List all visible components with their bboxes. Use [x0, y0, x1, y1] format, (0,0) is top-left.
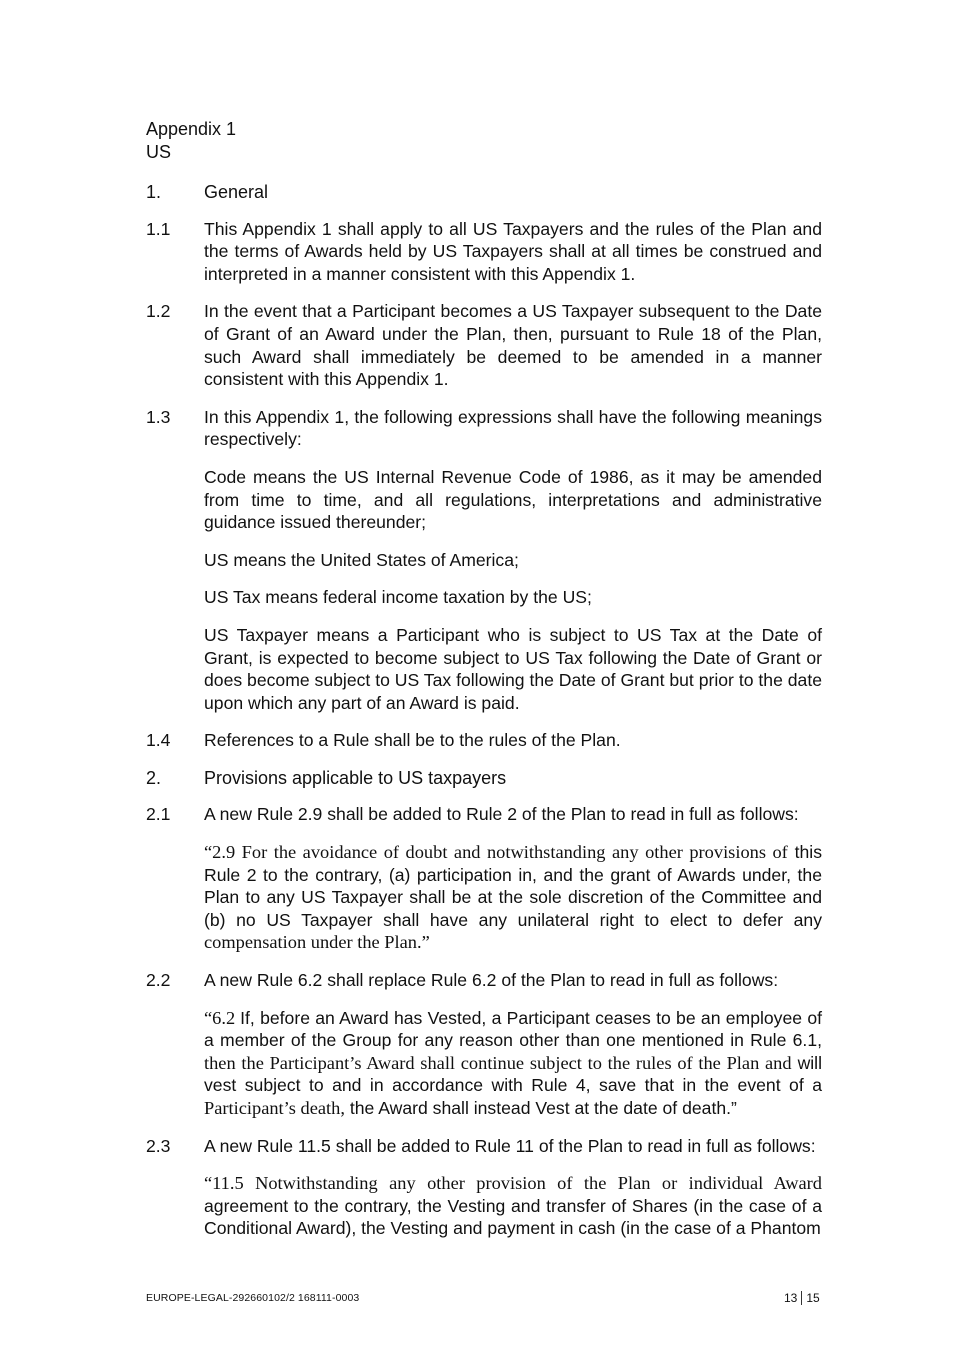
- clause-text: In the event that a Participant becomes a US Taxpayer subsequent to the Date of Grant of an Award under the Plan, then, pursuant to Rule 18 of the Plan, such Award shall immediately be deemed to be amended in a manner consistent with this Appendix 1.: [204, 301, 822, 390]
- page-total: 15: [806, 1291, 820, 1305]
- quote-body: agreement to the contrary, the Vesting and transfer of Shares (in the case of a Conditional Award), the Vesting and payment in cash (in the case of a Phantom: [204, 1195, 822, 1239]
- clause-2-2: [146, 969, 822, 992]
- clause-text: This Appendix 1 shall apply to all US Taxpayers and the rules of the Plan and the terms of Awards held by US Taxpayers shall at all times be construed and interpreted in a manner consistent with this Appendix 1.: [204, 218, 822, 284]
- clause-number: 2.3: [146, 1135, 171, 1156]
- quote-part: then the Participant’s Award shall continue subject to the rules of the Plan and: [204, 1052, 792, 1073]
- quoted-rule-11-5: [204, 1172, 822, 1240]
- section-title: General: [204, 182, 269, 202]
- quote-opening: “2.9 For the avoidance of doubt and notwithstanding any other provisions of: [204, 842, 788, 863]
- appendix-subtitle: US: [146, 142, 172, 162]
- page-current: 13: [784, 1291, 798, 1305]
- clause-1-1: [146, 218, 822, 286]
- clause-number: 2.1: [146, 804, 171, 825]
- page-number: [784, 1291, 820, 1305]
- quote-part: will vest subject to and in accordance with Rule 4, save that in the event of a: [204, 1052, 822, 1096]
- clause-1-2: [146, 300, 822, 390]
- section-heading-1: [146, 181, 822, 204]
- appendix-header: [146, 118, 236, 164]
- page-separator: [801, 1291, 802, 1305]
- quote-closing: compensation under the Plan.”: [204, 932, 430, 953]
- clause-number: 1.4: [146, 730, 171, 751]
- section-heading-2: [146, 767, 822, 790]
- clause-text: A new Rule 6.2 shall replace Rule 6.2 of the Plan to read in full as follows:: [204, 970, 779, 991]
- clause-text: In this Appendix 1, the following expressions shall have the following meanings respectively:: [204, 406, 822, 450]
- quoted-rule-6-2: [204, 1007, 822, 1120]
- clause-1-3: [146, 406, 822, 451]
- clause-1-4: [146, 729, 822, 752]
- clause-number: 1.2: [146, 301, 171, 322]
- appendix-title: Appendix 1: [146, 119, 237, 139]
- definition-us-taxpayer: US Taxpayer means a Participant who is subject to US Tax at the Date of Grant, is expected to become subject to US Tax following the Date of Grant or does become subject to US Tax following the Date of Grant but prior to the date upon which any part of an Award is paid.: [204, 624, 822, 713]
- section-number: 1.: [146, 182, 162, 202]
- clause-text: References to a Rule shall be to the rules of the Plan.: [204, 730, 621, 751]
- definition-us-tax: US Tax means federal income taxation by the US;: [204, 587, 592, 608]
- definition-us: US means the United States of America;: [204, 549, 519, 570]
- document-body: [146, 181, 822, 1255]
- quote-opening: “11.5 Notwithstanding any other provision of the Plan or individual Award: [204, 1173, 822, 1194]
- quote-part: Participant’s death,: [204, 1098, 345, 1118]
- clause-number: 2.2: [146, 970, 171, 991]
- clause-text: A new Rule 2.9 shall be added to Rule 2 of the Plan to read in full as follows:: [204, 804, 799, 825]
- quote-body: this Rule 2 to the contrary, (a) participation in, and the grant of Awards under, the Plan to any US Taxpayer shall be at the sole discretion of the Committee and (b) no US Taxpayer shall have any unilateral right to elect to defer any: [204, 842, 822, 930]
- quote-part: “6.2: [204, 1007, 241, 1028]
- section-number: 2.: [146, 767, 162, 788]
- quoted-rule-2-9: [204, 841, 822, 954]
- clause-text: A new Rule 11.5 shall be added to Rule 11 of the Plan to read in full as follows:: [204, 1135, 816, 1156]
- definition-code: Code means the US Internal Revenue Code of 1986, as it may be amended from time to time, and all regulations, interpretations and administrative guidance issued thereunder;: [204, 466, 822, 533]
- section-title: Provisions applicable to US taxpayers: [204, 767, 507, 788]
- document-reference: EUROPE-LEGAL-292660102/2 168111-0003: [146, 1292, 360, 1304]
- quote-part: If, before an Award has Vested, a Participant ceases to be an employee of a member of the Group for any reason other than one mentioned in Rule 6.1,: [204, 1007, 823, 1051]
- clause-number: 1.1: [146, 218, 171, 239]
- quote-part: the Award shall instead Vest at the date of death.”: [344, 1098, 737, 1118]
- clause-2-3: [146, 1135, 822, 1158]
- clause-number: 1.3: [146, 406, 171, 427]
- clause-2-1: [146, 803, 822, 826]
